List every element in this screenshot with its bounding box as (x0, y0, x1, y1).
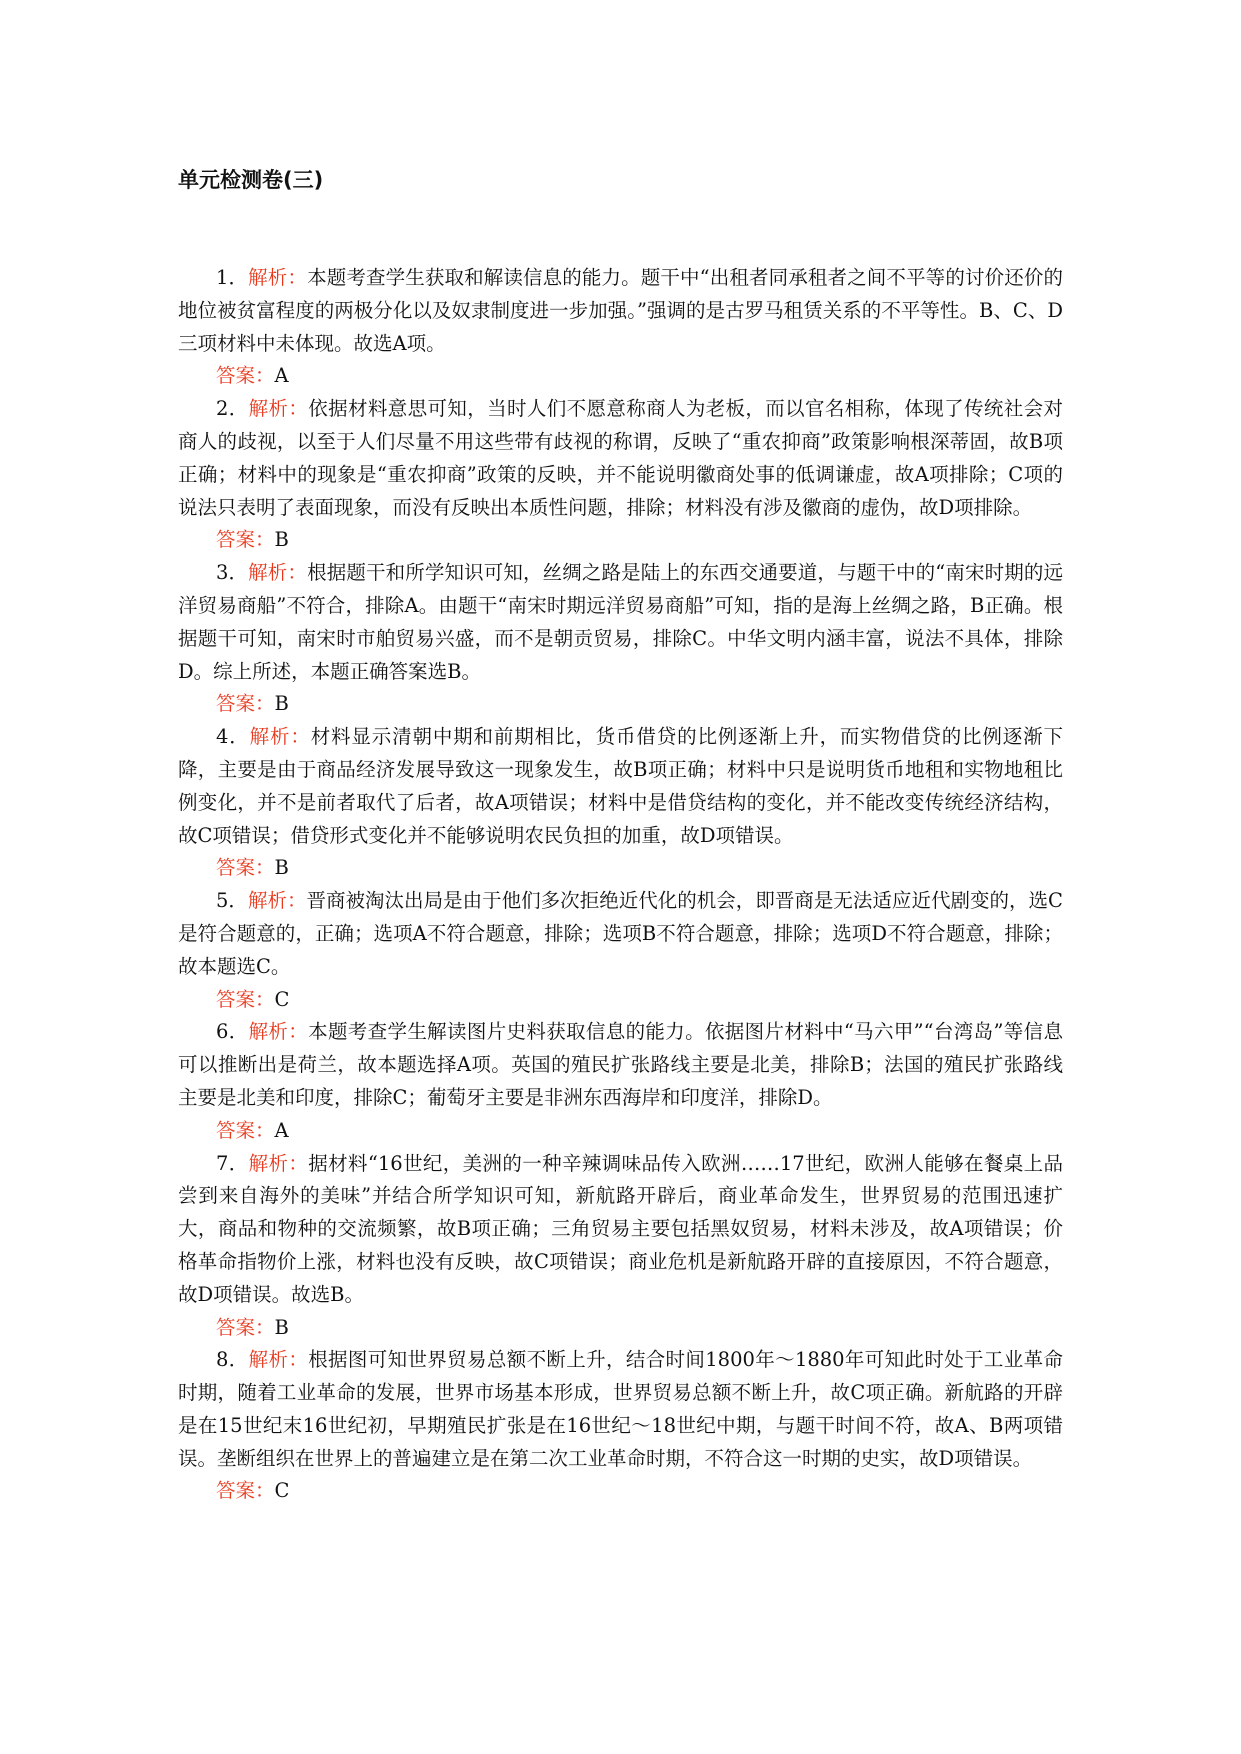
question-number: 3． (216, 561, 249, 585)
analysis-label: 解析： (249, 725, 311, 749)
answer-label: 答案： (216, 987, 275, 1011)
page-title: 单元检测卷(三) (178, 168, 324, 192)
analysis-text: 材料显示清朝中期和前期相比，货币借贷的比例逐渐上升，而实物借贷的比例逐渐下降，主要是由于商品经济发展导致这一现象发生，故B项正确；材料中只是说明货币地租和实物地租比例变化，并不是前者取代了后者，故A项错误；材料中是借贷结构的变化，并不能改变传统经济结构，故C项错误；借贷形式变化并不能够说明农民负担的加重，故D项错误。 (178, 725, 1063, 847)
answer-label: 答案： (216, 1118, 275, 1142)
question-number: 6． (216, 1020, 249, 1044)
analysis-text: 晋商被淘汰出局是由于他们多次拒绝近代化的机会，即晋商是无法适应近代剧变的，选C是符合题意的，正确；选项A不符合题意，排除；选项B不符合题意，排除；选项D不符合题意，排除；故本题选C。 (178, 889, 1063, 978)
analysis-text: 根据图可知世界贸易总额不断上升，结合时间1800年～1880年可知此时处于工业革命时期，随着工业革命的发展，世界市场基本形成，世界贸易总额不断上升，故C项正确。新航路的开辟是在15世纪末16世纪初，早期殖民扩张是在16世纪～18世纪中期，与题干时间不符，故A、B两项错误。垄断组织在世界上的普遍建立是在第二次工业革命时期，不符合这一时期的史实，故D项错误。 (178, 1348, 1063, 1470)
answer-value: A (274, 364, 289, 388)
question-item-3 (178, 557, 1063, 721)
question-number: 2． (216, 397, 249, 421)
question-item-8 (178, 1344, 1063, 1508)
analysis-label: 解析： (248, 1020, 309, 1044)
answer-line (178, 360, 1063, 393)
answer-line (178, 1475, 1063, 1508)
analysis-label: 解析： (247, 889, 307, 913)
question-number: 8． (216, 1348, 249, 1372)
analysis-label: 解析： (248, 397, 309, 421)
analysis-text: 据材料“16世纪，美洲的一种辛辣调味品传入欧洲……17世纪，欧洲人能够在餐桌上品尝到来自海外的美味”并结合所学知识可知，新航路开辟后，商业革命发生，世界贸易的范围迅速扩大，商品和物种的交流频繁，故B项正确；三角贸易主要包括黑奴贸易，材料未涉及，故A项错误；价格革命指物价上涨，材料也没有反映，故C项错误；商业危机是新航路开辟的直接原因，不符合题意，故D项错误。故选B。 (178, 1151, 1063, 1306)
question-number: 5． (216, 889, 248, 913)
analysis-paragraph (178, 1344, 1063, 1475)
analysis-label: 解析： (248, 1151, 309, 1175)
answer-label: 答案： (216, 1479, 275, 1503)
answer-line (178, 688, 1063, 721)
question-item-1 (178, 262, 1063, 393)
question-item-2 (178, 393, 1063, 557)
analysis-label: 解析： (248, 1348, 309, 1372)
answer-value: A (274, 1118, 289, 1142)
answer-label: 答案： (216, 528, 275, 552)
analysis-text: 本题考查学生解读图片史料获取信息的能力。依据图片材料中“马六甲”“台湾岛”等信息可以推断出是荷兰，故本题选择A项。英国的殖民扩张路线主要是北美，排除B；法国的殖民扩张路线主要是北美和印度，排除C；葡萄牙主要是非洲东西海岸和印度洋，排除D。 (178, 1020, 1063, 1109)
answer-line (178, 1115, 1063, 1148)
question-number: 4． (216, 725, 250, 749)
answer-value: B (274, 692, 289, 716)
answer-label: 答案： (216, 856, 275, 880)
answer-line (178, 984, 1063, 1017)
answer-label: 答案： (216, 692, 275, 716)
analysis-label: 解析： (248, 561, 308, 585)
answer-value: B (274, 528, 289, 552)
answer-value: C (274, 987, 290, 1011)
answer-line (178, 852, 1063, 885)
analysis-text: 本题考查学生获取和解读信息的能力。题干中“出租者同承租者之间不平等的讨价还价的地位被贫富程度的两极分化以及奴隶制度进一步加强。”强调的是古罗马租赁关系的不平等性。B、C、D三项材料中未体现。故选A项。 (178, 266, 1063, 355)
analysis-paragraph (178, 393, 1063, 524)
answer-list (178, 262, 1063, 1508)
analysis-paragraph (178, 262, 1063, 360)
answer-line (178, 524, 1063, 557)
analysis-label: 解析： (248, 266, 308, 289)
analysis-text: 依据材料意思可知，当时人们不愿意称商人为老板，而以官名相称，体现了传统社会对商人的歧视，以至于人们尽量不用这些带有歧视的称谓，反映了“重农抑商”政策影响根深蒂固，故B项正确；材料中的现象是“重农抑商”政策的反映，并不能说明徽商处事的低调谦虚，故A项排除；C项的说法只表明了表面现象，而没有反映出本质性问题，排除；材料没有涉及徽商的虚伪，故D项排除。 (178, 397, 1063, 519)
question-item-7 (178, 1148, 1063, 1345)
answer-value: B (274, 856, 289, 880)
answer-value: B (274, 1315, 289, 1339)
answer-label: 答案： (216, 364, 275, 388)
analysis-text: 根据题干和所学知识可知，丝绸之路是陆上的东西交通要道，与题干中的“南宋时期的远洋贸易商船”不符合，排除A。由题干“南宋时期远洋贸易商船”可知，指的是海上丝绸之路，B正确。根据题干可知，南宋时市舶贸易兴盛，而不是朝贡贸易，排除C。中华文明内涵丰富，说法不具体，排除D。综上所述，本题正确答案选B。 (178, 561, 1063, 683)
analysis-paragraph (178, 885, 1063, 983)
analysis-paragraph (178, 721, 1063, 852)
question-item-6 (178, 1016, 1063, 1147)
answer-value: C (274, 1479, 290, 1503)
question-number: 7． (216, 1151, 249, 1175)
answer-line (178, 1312, 1063, 1345)
analysis-paragraph (178, 557, 1063, 688)
question-item-4 (178, 721, 1063, 885)
analysis-paragraph (178, 1148, 1063, 1312)
question-number: 1． (216, 266, 249, 289)
analysis-paragraph (178, 1016, 1063, 1114)
answer-label: 答案： (216, 1315, 275, 1339)
question-item-5 (178, 885, 1063, 1016)
